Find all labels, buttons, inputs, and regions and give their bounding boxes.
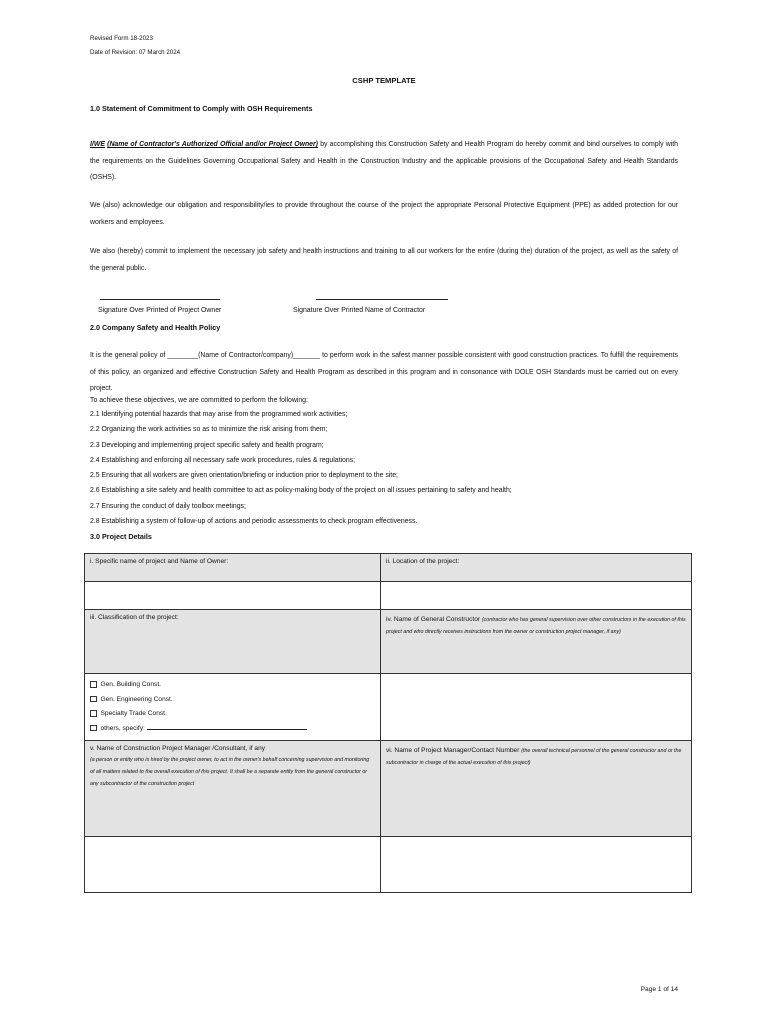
general-constructor-note: (contractor who has general supervision over other constructors in the execution of this project and who directly receives instructions from the owner or construction project manager, if any) — [386, 617, 686, 635]
ppe-paragraph: We (also) acknowledge our obligation and responsibility/ies to provide throughout the course of the project the appropriate Personal Protective Equipment (PPE) as added protection for our workers and employees. — [90, 202, 678, 226]
project-location-label: ii. Location of the project: — [381, 554, 692, 582]
general-constructor-label — [381, 610, 692, 674]
option-label: others, specify: — [100, 724, 147, 732]
general-constructor-field[interactable] — [381, 674, 692, 741]
list-item: 2.8 Establishing a system of follow-up of actions and periodic assessments to check program effectiveness. — [90, 518, 418, 526]
construction-pm-label — [85, 741, 381, 837]
owner-signature-label: Signature Over Printed of Project Owner — [98, 307, 222, 314]
page-number: Page 1 of 14 — [640, 986, 678, 993]
section-3-heading: 3.0 Project Details — [90, 532, 152, 541]
list-item: 2.5 Ensuring that all workers are given orientation/briefing or induction prior to deployment to the site; — [90, 472, 398, 480]
owner-signature-line — [100, 299, 220, 300]
contractor-signature-label: Signature Over Printed Name of Contractor — [293, 307, 426, 314]
checkbox-icon[interactable] — [90, 696, 97, 703]
project-name-field[interactable] — [85, 582, 381, 610]
construction-pm-note: (a person or entity who is hired by the project owner, to act in the owner's behalf concerning supervision and monitoring of all matters related to the overall execution of this project. It shall be a separate entity from the general constructor or any subcontractor of the construction project — [90, 757, 370, 788]
classification-label: iii. Classification of the project: — [85, 610, 381, 674]
project-details-table — [84, 553, 692, 893]
contractor-signature-line — [316, 299, 448, 300]
form-number: Revised Form 18-2023 — [90, 35, 153, 42]
general-constructor-title: iv. Name of General Constructor — [386, 616, 482, 623]
checkbox-icon[interactable] — [90, 710, 97, 717]
objectives-intro: To achieve these objectives, we are committed to perform the following: — [90, 397, 308, 404]
commitment-paragraph — [90, 137, 678, 187]
commitment-name: (Name of Contractor's Authorized Official and/or Project Owner) — [107, 141, 318, 148]
project-name-label: i. Specific name of project and Name of Owner: — [85, 554, 381, 582]
commitment-lead: I/WE — [90, 141, 105, 148]
section-2-heading: 2.0 Company Safety and Health Policy — [90, 323, 221, 332]
list-item: 2.7 Ensuring the conduct of daily toolbox meetings; — [90, 502, 246, 510]
option-specialty-trade[interactable] — [90, 707, 375, 722]
classification-options — [85, 674, 381, 741]
project-manager-note: (the overall technical personnel of the general constructor and or the subcontractor in charge of the actual execution of this project) — [386, 748, 682, 767]
list-item: 2.1 Identifying potential hazards that may arise from the programmed work activities; — [90, 411, 348, 418]
option-others[interactable] — [90, 722, 375, 737]
option-label: Specialty Trade Const. — [100, 710, 167, 718]
objectives-list — [90, 407, 512, 529]
project-location-field[interactable] — [381, 582, 692, 610]
option-label: Gen. Building Const. — [100, 681, 161, 688]
list-item: 2.2 Organizing the work activities so as to minimize the risk arising from them; — [90, 426, 328, 434]
section-1-heading: 1.0 Statement of Commitment to Comply with OSH Requirements — [90, 104, 313, 113]
project-manager-title: vi. Name of Project Manager/Contact Number — [386, 747, 522, 755]
option-label: Gen. Engineering Const. — [100, 695, 173, 703]
construction-pm-field[interactable] — [85, 837, 381, 893]
revision-date: Date of Revision: 07 March 2024 — [90, 49, 181, 56]
list-item: 2.6 Establishing a site safety and health committee to act as policy-making body of the project on all issues pertaining to safety and health; — [90, 487, 512, 495]
training-paragraph: We also (hereby) commit to implement the necessary job safety and health instructions and training to all our workers for the entire (during the) duration of the project, as well as the safety of the general public. — [90, 248, 678, 272]
construction-pm-title: v. Name of Construction Project Manager /Consultant, if any — [90, 745, 266, 753]
document-title: CSHP TEMPLATE — [352, 76, 416, 85]
project-manager-field[interactable] — [381, 837, 692, 893]
checkbox-icon[interactable] — [90, 725, 97, 732]
others-specify-line[interactable] — [147, 723, 307, 730]
project-manager-label — [381, 741, 692, 837]
option-gen-building[interactable] — [90, 678, 375, 693]
option-gen-engineering[interactable] — [90, 693, 375, 708]
checkbox-icon[interactable] — [90, 681, 97, 688]
list-item: 2.4 Establishing and enforcing all necessary safe work procedures, rules & regulations; — [90, 456, 356, 464]
list-item: 2.3 Developing and implementing project specific safety and health program; — [90, 441, 324, 449]
commitment-body: by accomplishing this Construction Safety and Health Program do hereby commit and bind ourselves to comply with the requirements on the Guidelines Governing Occupational Safety and Health in the Construction Industry and the applicable provisions of the Occupational Safety and Health Standards (OSHS). — [90, 141, 678, 181]
policy-paragraph: It is the general policy of ________(Name of Contractor/company)_______ to perform work in the safest manner possible consistent with good construction practices. To fulfill the requirements of this policy, an organized and effective Construction Safety and Health Program as described in this program and in consonance with DOLE OSH Standards must be carried out on every project. — [90, 352, 678, 392]
